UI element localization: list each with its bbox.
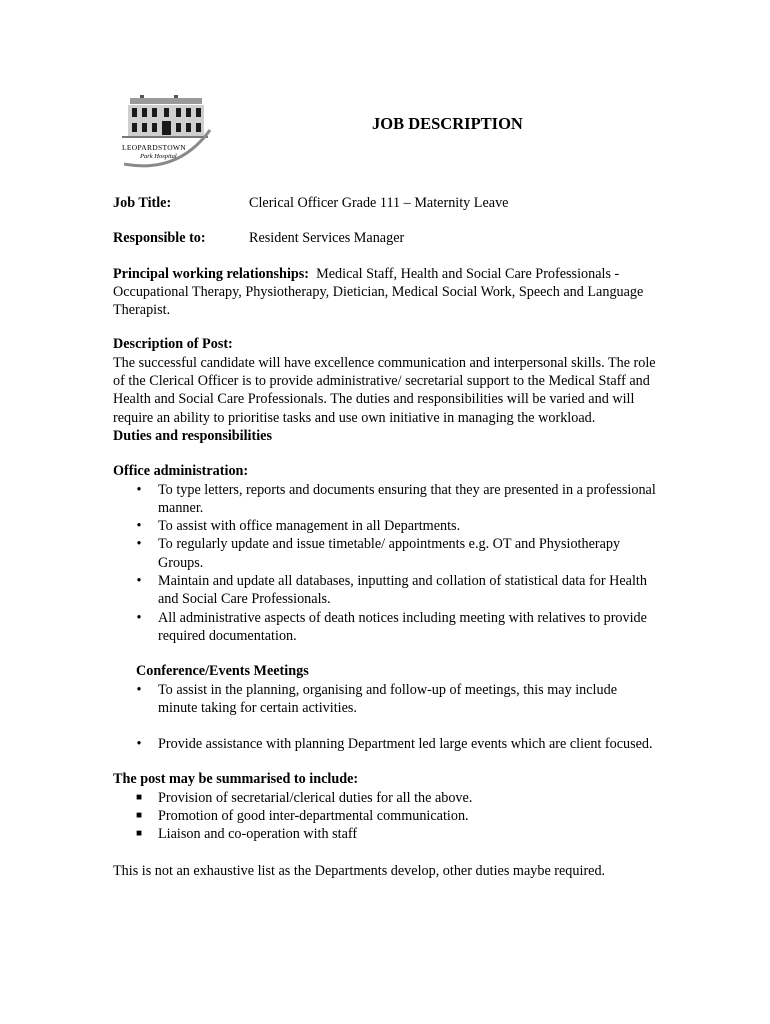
bullet-icon: • [136,736,142,753]
job-title-label: Job Title: [113,195,172,211]
description-text: The successful candidate will have excellence communication and interpersonal skills. The role of the Clerical Officer is to provide administrative/ secretarial support to the Medical Staff and Health and Social Care Professionals. The duties and responsibilities will be varied and will require an ability to prioritise tasks and use own initiative in managing the workload. [113,354,656,426]
logo-name: LEOPARDSTOWN [122,143,187,152]
logo-subtitle: Park Hospital [140,153,177,160]
principal-label: Principal working relationships: [113,265,310,282]
closing-note: This is not an exhaustive list as the Departments develop, other duties maybe required. [113,862,606,879]
duties-heading: Duties and responsibilities [113,427,272,444]
square-bullet-icon: ■ [135,828,143,840]
bullet-icon: • [136,681,142,698]
list-item: • To assist in the planning, organising and follow-up of meetings, this may include minute taking for certain activities. [113,681,658,718]
responsible-to-value: Resident Services Manager [249,230,405,247]
principal-text: Medical Staff, Health and Social Care Professionals - Occupational Therapy, Physiotherapy, Dietician, Medical Social Work, Speech and Language Therapist. [113,265,644,319]
list-item: • To regularly update and issue timetable/ appointments e.g. OT and Physiotherapy Groups. [113,535,658,572]
list-item: • To type letters, reports and documents ensuring that they are presented in a professional manner. [113,481,658,518]
square-bullet-icon: ■ [135,810,143,822]
summary-list [113,789,658,844]
conference-heading: Conference/Events Meetings [136,663,309,680]
bullet-icon: • [136,573,142,590]
job-title-value: Clerical Officer Grade 111 – Maternity Leave [249,195,509,211]
bullet-icon: • [136,609,142,626]
list-item: • To assist with office management in all Departments. [113,517,658,535]
responsible-to-label: Responsible to: [113,230,206,247]
list-item: • Maintain and update all databases, inputting and collation of statistical data for Health and Social Care Professionals. [113,572,658,609]
hospital-logo [118,92,216,174]
conference-list [113,681,658,754]
bullet-icon: • [136,518,142,535]
principal-relationships [113,265,658,320]
document-body [113,194,658,880]
list-item: • All administrative aspects of death notices including meeting with relatives to provide required documentation. [113,609,658,646]
list-item: ■ Promotion of good inter-departmental communication. [113,807,658,825]
bullet-icon: • [136,536,142,553]
list-item: ■ Liaison and co-operation with staff [113,825,658,843]
job-title-row [113,194,658,212]
list-item: ■ Provision of secretarial/clerical duties for all the above. [113,789,658,807]
bullet-icon: • [136,481,142,498]
square-bullet-icon: ■ [135,791,143,803]
page-title: JOB DESCRIPTION [372,114,523,133]
office-admin-heading: Office administration: [113,463,249,480]
list-item: • Provide assistance with planning Department led large events which are client focused. [113,735,658,753]
description-heading: Description of Post: [113,336,233,353]
summary-heading: The post may be summarised to include: [113,771,359,788]
office-admin-list [113,481,658,646]
responsible-to-row [113,229,658,247]
